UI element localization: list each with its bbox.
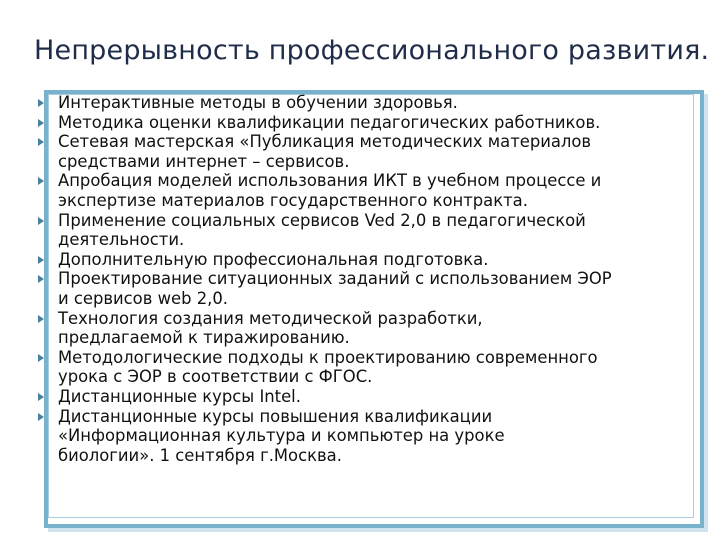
triangle-right-icon <box>38 138 44 146</box>
list-item-line: Методика оценки квалификации педагогических работников. <box>58 112 601 132</box>
list-item-line: средствами интернет – сервисов. <box>58 151 350 171</box>
triangle-right-icon <box>38 217 44 225</box>
list-item <box>38 309 698 348</box>
list-item-line: Методологические подходы к проектированию современного <box>58 347 598 367</box>
list-item <box>38 407 698 466</box>
list-item <box>38 387 698 407</box>
triangle-right-icon <box>38 119 44 127</box>
triangle-right-icon <box>38 354 44 362</box>
list-item-line: Дополнительную профессиональная подготовка. <box>58 249 489 269</box>
list-item-line: биологии». 1 сентября г.Москва. <box>58 445 342 465</box>
triangle-right-icon <box>38 393 44 401</box>
list-item <box>38 132 698 171</box>
list-item-line: экспертизе материалов государственного контракта. <box>58 190 528 210</box>
list-item-line: Интерактивные методы в обучении здоровья. <box>58 93 458 112</box>
list-item <box>38 269 698 308</box>
slide-title: Непрерывность профессионального развития. <box>34 35 710 66</box>
triangle-right-icon <box>38 99 44 107</box>
list-item <box>38 348 698 387</box>
triangle-right-icon <box>38 315 44 323</box>
list-item <box>38 211 698 250</box>
list-item <box>38 171 698 210</box>
bullet-list <box>38 93 698 465</box>
list-item <box>38 250 698 270</box>
list-item-line: Технология создания методической разработки, <box>58 308 483 328</box>
list-item-line: предлагаемой к тиражированию. <box>58 328 350 348</box>
list-item-line: Сетевая мастерская «Публикация методических материалов <box>58 132 592 152</box>
triangle-right-icon <box>38 177 44 185</box>
list-item-line: деятельности. <box>58 230 185 250</box>
list-item-line: Проектирование ситуационных заданий с использованием ЭОР <box>58 269 612 289</box>
triangle-right-icon <box>38 256 44 264</box>
triangle-right-icon <box>38 413 44 421</box>
list-item-line: Дистанционные курсы повышения квалификации <box>58 406 493 426</box>
list-item-line: Дистанционные курсы Intel. <box>58 386 301 406</box>
list-item-line: и сервисов web 2,0. <box>58 288 228 308</box>
list-item-line: урока с ЭОР в соответствии с ФГОС. <box>58 367 373 387</box>
list-item-line: «Информационная культура и компьютер на уроке <box>58 426 505 446</box>
triangle-right-icon <box>38 275 44 283</box>
list-item-line: Применение социальных сервисов Ved 2,0 в педагогической <box>58 210 586 230</box>
list-item <box>38 113 698 133</box>
list-item-line: Апробация моделей использования ИКТ в учебном процессе и <box>58 171 602 191</box>
list-item <box>38 93 698 113</box>
